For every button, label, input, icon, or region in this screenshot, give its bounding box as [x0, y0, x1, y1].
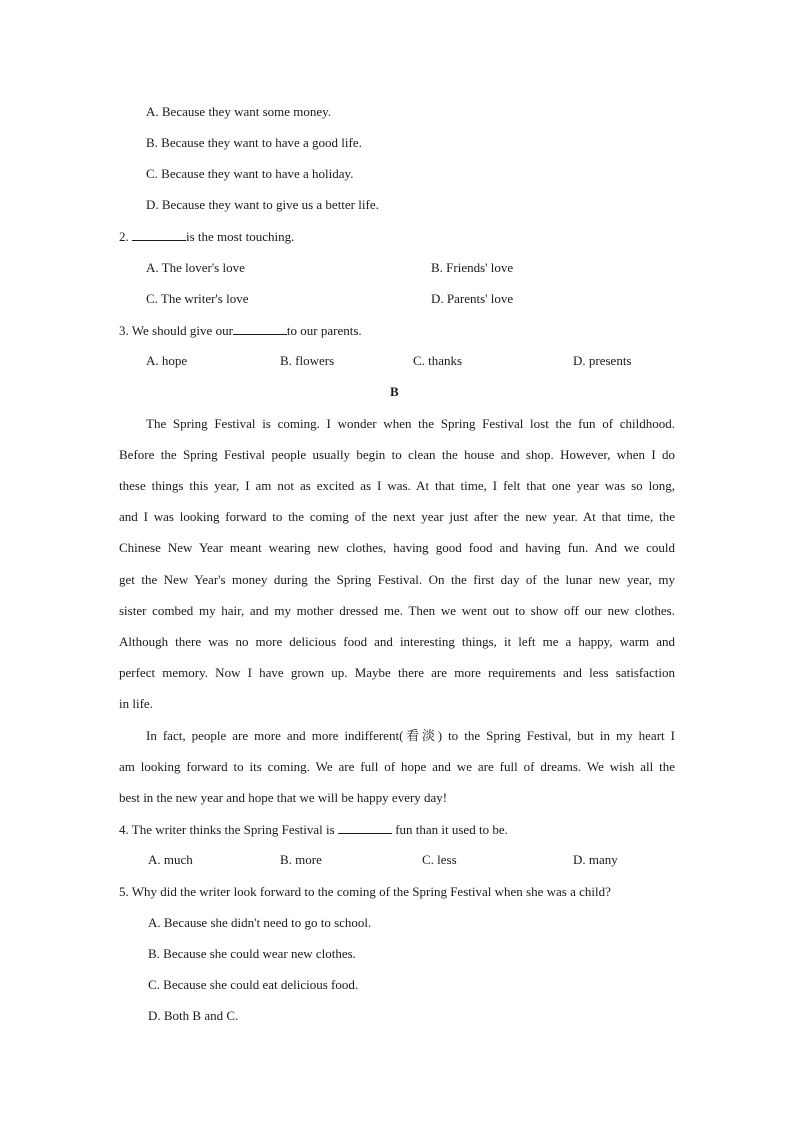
q4-option-d: D. many	[573, 852, 618, 867]
q4-answer-blank	[338, 821, 392, 834]
q1-option-c: C. Because they want to have a holiday.	[146, 166, 354, 181]
q4-stem	[119, 821, 508, 838]
q4-option-b: B. more	[280, 852, 322, 867]
q1-option-b: B. Because they want to have a good life.	[146, 135, 362, 150]
para1-line: sister combed my hair, and my mother dressed me. Then we went out to show off our new clothes.	[119, 603, 675, 618]
q2-option-d: D. Parents' love	[431, 291, 514, 306]
q3-stem	[119, 322, 362, 339]
para1-line: Before the Spring Festival people usually begin to clean the house and shop. However, when I do	[119, 447, 675, 462]
para1-line: and I was looking forward to the coming of the next year just after the new year. At that time, the	[119, 509, 675, 524]
q2-option-b: B. Friends' love	[431, 260, 514, 275]
para2-line: In fact, people are more and more indifferent(看淡) to the Spring Festival, but in my heart I	[146, 728, 675, 743]
para1-line: these things this year, I am not as excited as I was. At that time, I felt that one year was so long,	[119, 478, 675, 493]
q4-stem-after: fun than it used to be.	[395, 822, 508, 837]
para2-line: am looking forward to its coming. We are full of hope and we are full of dreams. We wish all the	[119, 759, 675, 774]
q3-stem-after: to our parents.	[286, 323, 362, 338]
para1-line: The Spring Festival is coming. I wonder when the Spring Festival lost the fun of childhood.	[146, 416, 675, 431]
q4-option-c: C. less	[422, 852, 457, 867]
q5-option-c: C. Because she could eat delicious food.	[148, 977, 359, 992]
para1-line: in life.	[119, 696, 153, 711]
q3-option-a: A. hope	[146, 353, 188, 368]
para1-line: Although there was no more delicious food and interesting things, it left me a happy, warm and	[119, 634, 675, 649]
section-b-heading: B	[390, 384, 399, 399]
q5-option-a: A. Because she didn't need to go to school.	[148, 915, 372, 930]
q2-stem	[119, 228, 294, 245]
q3-option-c: C. thanks	[413, 353, 463, 368]
q3-answer-blank	[233, 322, 287, 335]
q2-option-c: C. The writer's love	[146, 291, 249, 306]
q3-option-d: D. presents	[573, 353, 632, 368]
q4-option-a: A. much	[148, 852, 193, 867]
q2-stem-text: is the most touching.	[186, 229, 295, 244]
para1-line: perfect memory. Now I have grown up. Maybe there are more requirements and less satisfaction	[119, 665, 675, 680]
para1-line: Chinese New Year meant wearing new clothes, having good food and having fun. And we could	[119, 540, 675, 555]
q2-number: 2.	[119, 229, 129, 244]
q3-stem-before: 3. We should give our	[119, 323, 233, 338]
q2-option-a: A. The lover's love	[146, 260, 245, 275]
q4-stem-before: 4. The writer thinks the Spring Festival is	[119, 822, 335, 837]
q5-option-d: D. Both B and C.	[148, 1008, 239, 1023]
para2-line: best in the new year and hope that we will be happy every day!	[119, 790, 448, 805]
q2-answer-blank	[132, 228, 186, 241]
q5-stem: 5. Why did the writer look forward to the coming of the Spring Festival when she was a child?	[119, 884, 611, 899]
q5-option-b: B. Because she could wear new clothes.	[148, 946, 356, 961]
para1-line: get the New Year's money during the Spring Festival. On the first day of the lunar new year, my	[119, 572, 675, 587]
q1-option-d: D. Because they want to give us a better life.	[146, 197, 379, 212]
q1-option-a: A. Because they want some money.	[146, 104, 332, 119]
q3-option-b: B. flowers	[280, 353, 335, 368]
